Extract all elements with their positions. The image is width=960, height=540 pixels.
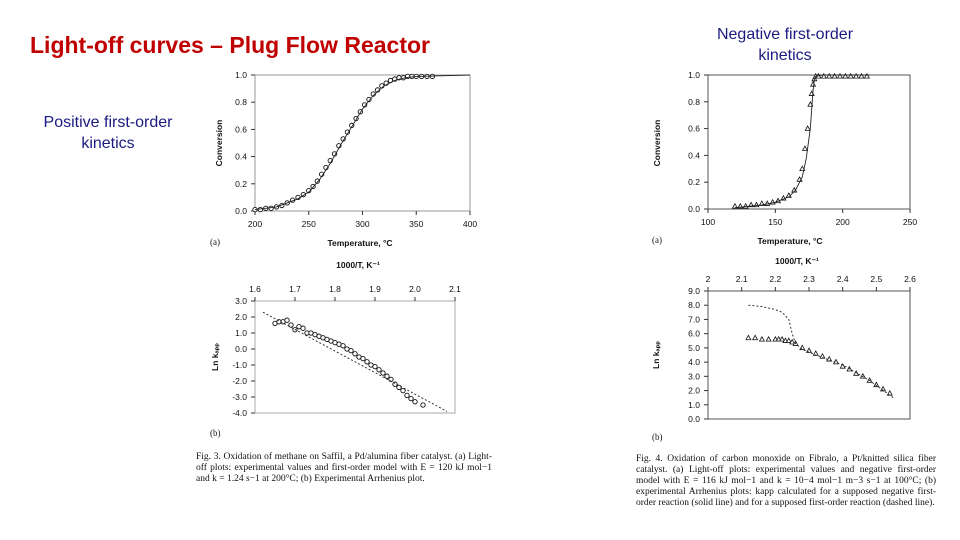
- data-point: [832, 74, 837, 78]
- data-point: [269, 206, 273, 210]
- x-tick-label: 1.8: [329, 284, 341, 294]
- plot-frame: [708, 291, 910, 419]
- y-tick-label: 7.0: [688, 314, 700, 325]
- x-tick-label: 2: [705, 274, 711, 284]
- panel-label: (a): [652, 235, 662, 245]
- data-point: [805, 126, 810, 130]
- y-tick-label: 1.0: [235, 328, 247, 338]
- x-tick-label: 100: [700, 217, 716, 227]
- panel-label: (a): [210, 237, 220, 247]
- dashed-model-line: [748, 305, 893, 398]
- y-tick-label: 2.0: [235, 312, 247, 322]
- data-point: [865, 74, 870, 78]
- y-tick-label: 1.0: [688, 399, 700, 410]
- figure-4-caption: Fig. 4. Oxidation of carbon monoxide on Fibralo, a Pt/knitted silica fiber catalyst. (a) Light-off plots: experimental values and negative first-order model with E = 116 kJ mol−1 and k = 10−4 mol−1 m−3 s−1 at 100°C; (b) experimental Arrhenius plots: kapp calculated for a supposed negative first-order reaction (solid line) and for a supposed first-order reaction (dashed line).: [636, 454, 936, 508]
- data-point: [859, 74, 864, 78]
- x-tick-label: 2.6: [904, 274, 916, 284]
- x-tick-label: 250: [902, 217, 918, 227]
- data-point: [373, 364, 377, 368]
- data-point: [361, 356, 365, 360]
- x-axis-label: 1000/T, K⁻¹: [336, 260, 380, 270]
- x-tick-label: 2.1: [449, 284, 461, 294]
- data-point: [258, 207, 262, 211]
- data-point: [385, 374, 389, 378]
- data-point: [854, 74, 859, 78]
- data-point: [766, 337, 771, 341]
- data-point: [289, 323, 293, 327]
- y-tick-label: 0.2: [235, 178, 247, 189]
- data-point: [341, 344, 345, 348]
- negative-kinetics-note: Negative first-order kinetics: [716, 26, 854, 64]
- data-point: [800, 345, 805, 349]
- data-point: [377, 368, 381, 372]
- data-point: [353, 352, 357, 356]
- data-point: [848, 74, 853, 78]
- plot-frame: [708, 75, 910, 209]
- figure-3-caption: Fig. 3. Oxidation of methane on Saffil, a Pd/alumina fiber catalyst. (a) Light-off plots: experimental values and first-order model with E = 120 kJ mol−1 and k = 1.24 s−1 at 200°C; (b) Experimental Arrhenius plot.: [196, 452, 492, 484]
- y-tick-label: 0.0: [688, 204, 700, 214]
- y-tick-label: 2.0: [688, 385, 700, 396]
- x-axis-label: Temperature, °C: [327, 238, 393, 248]
- data-point: [827, 74, 832, 78]
- chart-panel-3: [652, 70, 917, 246]
- data-point: [743, 204, 748, 208]
- y-tick-label: -1.0: [232, 360, 247, 370]
- y-tick-label: -3.0: [232, 392, 247, 402]
- x-tick-label: 200: [247, 219, 263, 229]
- data-point: [365, 360, 369, 364]
- plot-frame: [255, 301, 455, 413]
- y-tick-label: 0.6: [688, 123, 700, 134]
- x-tick-label: 150: [768, 217, 783, 227]
- plot-frame: [255, 75, 470, 211]
- y-tick-label: -4.0: [232, 408, 247, 418]
- x-tick-label: 2.1: [735, 274, 748, 284]
- data-point: [759, 337, 764, 341]
- y-tick-label: 3.0: [688, 371, 700, 382]
- data-point: [413, 400, 417, 404]
- x-tick-label: 2.4: [836, 274, 849, 284]
- slide-title: Light-off curves – Plug Flow Reactor: [30, 32, 430, 58]
- y-tick-label: 8.0: [688, 300, 700, 311]
- data-point: [803, 146, 808, 150]
- data-point: [301, 326, 305, 330]
- x-tick-label: 350: [409, 219, 424, 229]
- y-tick-label: 0.4: [688, 150, 700, 161]
- y-tick-label: 0.2: [688, 177, 700, 188]
- y-tick-label: 5.0: [688, 342, 700, 353]
- chart-panel-2: [210, 260, 461, 438]
- data-point: [409, 396, 413, 400]
- positive-kinetics-note: Positive first-order kinetics: [43, 114, 173, 152]
- data-point: [421, 403, 425, 407]
- x-tick-label: 400: [462, 219, 478, 229]
- data-point: [821, 74, 826, 78]
- x-tick-label: 1.7: [289, 284, 301, 294]
- y-tick-label: 1.0: [688, 70, 700, 80]
- y-tick-label: -2.0: [232, 376, 247, 386]
- data-point: [753, 335, 758, 339]
- model-line: [735, 75, 870, 208]
- x-axis-label: 1000/T, K⁻¹: [775, 256, 819, 266]
- x-tick-label: 250: [301, 219, 316, 229]
- y-axis-label: Conversion: [652, 119, 662, 167]
- y-tick-label: 0.4: [235, 151, 247, 162]
- data-point: [405, 393, 409, 397]
- y-axis-label: Conversion: [214, 119, 224, 167]
- x-tick-label: 2.0: [409, 284, 421, 294]
- y-tick-label: 6.0: [688, 328, 700, 339]
- data-point: [381, 371, 385, 375]
- data-point: [811, 82, 816, 86]
- y-tick-label: 9.0: [688, 286, 700, 296]
- x-tick-label: 300: [355, 219, 370, 229]
- y-axis-label: Ln kₐₚₚ: [651, 341, 661, 369]
- x-tick-label: 200: [835, 217, 850, 227]
- x-tick-label: 2.5: [870, 274, 883, 284]
- y-tick-label: 0.8: [235, 97, 247, 108]
- data-point: [860, 374, 865, 378]
- model-line: [255, 75, 470, 210]
- data-point: [840, 364, 845, 368]
- y-axis-label: Ln kₐₚₚ: [210, 343, 220, 371]
- chart-panel-4: [651, 256, 916, 442]
- y-tick-label: 4.0: [688, 357, 700, 368]
- y-tick-label: 0.0: [235, 206, 247, 216]
- y-tick-label: 3.0: [235, 296, 247, 306]
- panel-label: (b): [652, 432, 663, 442]
- x-tick-label: 1.6: [249, 284, 261, 294]
- x-axis-label: Temperature, °C: [757, 236, 823, 246]
- data-point: [285, 318, 289, 322]
- y-tick-label: 0.8: [688, 96, 700, 107]
- y-tick-label: 0.6: [235, 124, 247, 135]
- data-point: [838, 74, 843, 78]
- data-point: [349, 348, 353, 352]
- chart-panel-1: [210, 70, 477, 248]
- data-point: [746, 335, 751, 339]
- x-tick-label: 2.3: [803, 274, 815, 284]
- data-point: [843, 74, 848, 78]
- y-tick-label: 0.0: [688, 414, 700, 424]
- y-tick-label: 0.0: [235, 344, 247, 354]
- data-point: [401, 388, 405, 392]
- x-tick-label: 1.9: [369, 284, 381, 294]
- y-tick-label: 1.0: [235, 70, 247, 80]
- panel-label: (b): [210, 428, 221, 438]
- x-tick-label: 2.2: [769, 274, 782, 284]
